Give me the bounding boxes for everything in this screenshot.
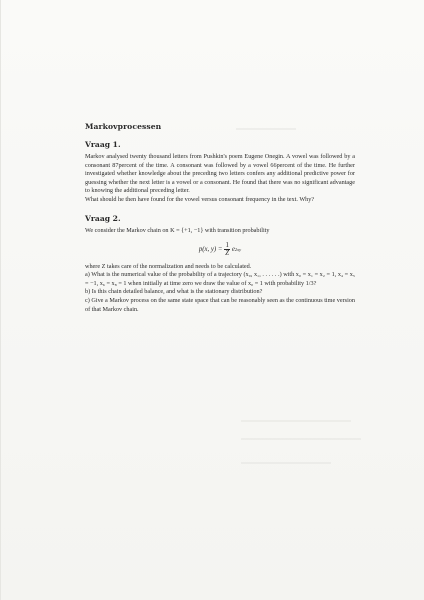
transition-probability-equation [85,242,355,257]
question-1-heading: Vraag 1. [85,140,121,149]
equation-denominator: Z [225,249,230,257]
equation-numerator: 1 [225,241,229,249]
question-1-paragraph: Markov analysed twenty thousand letters from Pushkin's poem Eugene Onegin. A vowel was followed by a consonant 87percent of the time. A consonant was followed by a vowel 66percent of the time. He further investigated whether knowledge about the preceding two letters confers any additional predictive power for guessing whether the next letter is a vowel or a consonant. He found that there was no significant advantage to knowing the additional preceding letter. [85,153,355,195]
bleed-through-mark [241,462,331,464]
question-2-paragraph: where Z takes care of the normalization and needs to be calculated. [85,262,252,270]
question-2-paragraph: b) Is this chain detailed balance, and what is the stationary distribution? [85,288,263,296]
bleed-through-mark [241,420,351,422]
document-content [85,122,355,314]
question-2-intro: We consider the Markov chain on K = {+1, −1} with transition probability [85,227,270,235]
equation-fraction [224,242,229,257]
bleed-through-mark [241,438,361,440]
equation-exp-base: e [231,245,235,253]
question-2-paragraph: c) Give a Markov process on the same state space that can be reasonably seen as the continuous time version of that Markov chain. [85,297,355,313]
document-title: Markovprocessen [85,122,162,131]
equation-lhs: p(x, y) = [198,245,223,253]
question-2-paragraph: a) What is the numerical value of the probability of a trajectory (x₀, x₁, . . . . . .) with x₀ = x₁ = x₂ = 1, x₄ = x₅ = −1, x₆ = x₈ = 1 when initially at time zero we draw the value of x₀ = 1 with probability 1/3? [85,271,355,287]
equation-exponent: 2xy [234,246,242,252]
question-1-paragraph: What should he then have found for the vowel versus consonant frequency in the text. Why? [85,195,315,203]
question-2-heading: Vraag 2. [85,214,121,224]
